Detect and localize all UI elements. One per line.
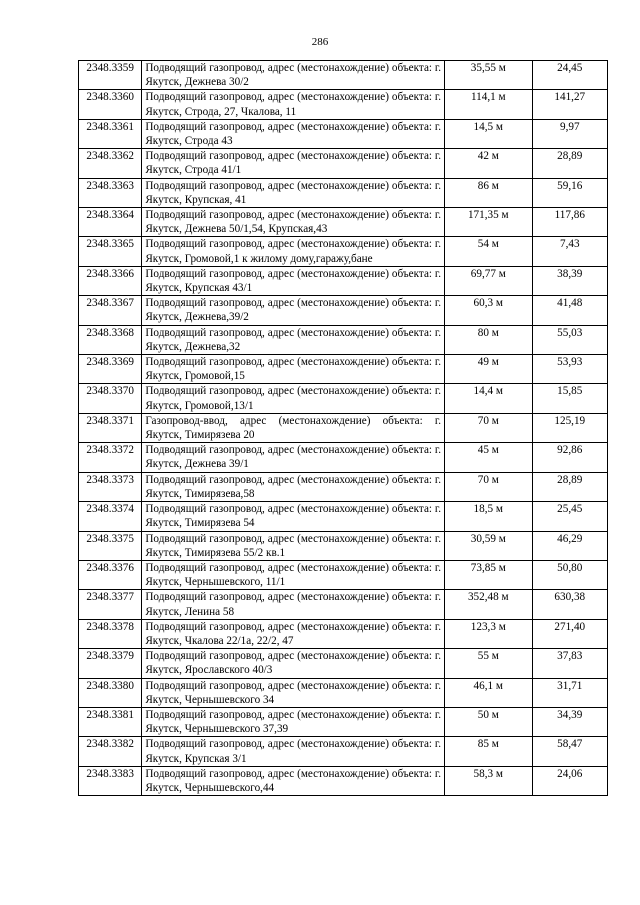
- row-description-cell: Подводящий газопровод, адрес (местонахождение) объекта: г. Якутск, Крупская 43/1: [142, 266, 445, 295]
- table-row: [79, 707, 608, 736]
- row-number-cell: 2348.3381: [79, 707, 142, 736]
- row-description-cell: Подводящий газопровод, адрес (местонахождение) объекта: г. Якутск, Чернышевского,44: [142, 766, 445, 795]
- row-number-cell: 2348.3382: [79, 737, 142, 766]
- row-description-cell: Подводящий газопровод, адрес (местонахождение) объекта: г. Якутск, Тимирязева 54: [142, 502, 445, 531]
- table-row: [79, 237, 608, 266]
- row-number-cell: 2348.3377: [79, 590, 142, 619]
- row-description-cell: Подводящий газопровод, адрес (местонахождение) объекта: г. Якутск, Тимирязева 55/2 кв.1: [142, 531, 445, 560]
- row-value-cell: 38,39: [532, 266, 607, 295]
- row-number-cell: 2348.3378: [79, 619, 142, 648]
- row-description-cell: Подводящий газопровод, адрес (местонахождение) объекта: г. Якутск, Крупская, 41: [142, 178, 445, 207]
- row-value-cell: 46,29: [532, 531, 607, 560]
- row-description-cell: Подводящий газопровод, адрес (местонахождение) объекта: г. Якутск, Громовой,1 к жилому дому,гаражу,бане: [142, 237, 445, 266]
- table-row: [79, 649, 608, 678]
- row-length-cell: 85 м: [445, 737, 532, 766]
- table-row: [79, 355, 608, 384]
- row-number-cell: 2348.3370: [79, 384, 142, 413]
- row-length-cell: 80 м: [445, 325, 532, 354]
- row-length-cell: 50 м: [445, 707, 532, 736]
- row-description-cell: Подводящий газопровод, адрес (местонахождение) объекта: г. Якутск, Чернышевского, 11/1: [142, 560, 445, 589]
- row-value-cell: 28,89: [532, 472, 607, 501]
- row-length-cell: 70 м: [445, 413, 532, 442]
- table-row: [79, 502, 608, 531]
- row-length-cell: 114,1 м: [445, 90, 532, 119]
- row-number-cell: 2348.3375: [79, 531, 142, 560]
- table-row: [79, 472, 608, 501]
- table-row: [79, 296, 608, 325]
- table-row: [79, 119, 608, 148]
- table-row: [79, 384, 608, 413]
- row-value-cell: 41,48: [532, 296, 607, 325]
- table-row: [79, 90, 608, 119]
- table-row: [79, 678, 608, 707]
- table-row: [79, 560, 608, 589]
- row-length-cell: 45 м: [445, 443, 532, 472]
- row-length-cell: 70 м: [445, 472, 532, 501]
- row-value-cell: 7,43: [532, 237, 607, 266]
- table-row: [79, 737, 608, 766]
- row-description-cell: Подводящий газопровод, адрес (местонахождение) объекта: г. Якутск, Крупская 3/1: [142, 737, 445, 766]
- table-row: [79, 149, 608, 178]
- row-value-cell: 24,06: [532, 766, 607, 795]
- registry-table: [78, 60, 608, 796]
- row-value-cell: 37,83: [532, 649, 607, 678]
- row-description-cell: Подводящий газопровод, адрес (местонахождение) объекта: г. Якутск, Громовой,15: [142, 355, 445, 384]
- table-row: [79, 443, 608, 472]
- row-length-cell: 14,5 м: [445, 119, 532, 148]
- row-number-cell: 2348.3369: [79, 355, 142, 384]
- row-value-cell: 25,45: [532, 502, 607, 531]
- table-row: [79, 178, 608, 207]
- row-description-cell: Подводящий газопровод, адрес (местонахождение) объекта: г. Якутск, Чкалова 22/1а, 22/2, 47: [142, 619, 445, 648]
- row-length-cell: 46,1 м: [445, 678, 532, 707]
- row-value-cell: 141,27: [532, 90, 607, 119]
- row-number-cell: 2348.3368: [79, 325, 142, 354]
- row-number-cell: 2348.3359: [79, 61, 142, 90]
- row-length-cell: 60,3 м: [445, 296, 532, 325]
- row-value-cell: 34,39: [532, 707, 607, 736]
- row-length-cell: 42 м: [445, 149, 532, 178]
- row-description-cell: Подводящий газопровод, адрес (местонахождение) объекта: г. Якутск, Дежнева 39/1: [142, 443, 445, 472]
- row-value-cell: 15,85: [532, 384, 607, 413]
- row-number-cell: 2348.3380: [79, 678, 142, 707]
- row-description-cell: Подводящий газопровод, адрес (местонахождение) объекта: г. Якутск, Тимирязева,58: [142, 472, 445, 501]
- row-length-cell: 58,3 м: [445, 766, 532, 795]
- row-description-cell: Подводящий газопровод, адрес (местонахождение) объекта: г. Якутск, Строда 41/1: [142, 149, 445, 178]
- row-number-cell: 2348.3364: [79, 208, 142, 237]
- row-value-cell: 59,16: [532, 178, 607, 207]
- table-row: [79, 208, 608, 237]
- row-description-cell: Газопровод-ввод, адрес (местонахождение) объекта: г. Якутск, Тимирязева 20: [142, 413, 445, 442]
- row-length-cell: 14,4 м: [445, 384, 532, 413]
- row-description-cell: Подводящий газопровод, адрес (местонахождение) объекта: г. Якутск, Дежнева,32: [142, 325, 445, 354]
- row-length-cell: 35,55 м: [445, 61, 532, 90]
- table-row: [79, 266, 608, 295]
- row-number-cell: 2348.3373: [79, 472, 142, 501]
- row-description-cell: Подводящий газопровод, адрес (местонахождение) объекта: г. Якутск, Чернышевского 37,39: [142, 707, 445, 736]
- table-row: [79, 619, 608, 648]
- registry-table-body: [79, 61, 608, 796]
- row-value-cell: 125,19: [532, 413, 607, 442]
- row-description-cell: Подводящий газопровод, адрес (местонахождение) объекта: г. Якутск, Дежнева 30/2: [142, 61, 445, 90]
- row-length-cell: 123,3 м: [445, 619, 532, 648]
- row-length-cell: 18,5 м: [445, 502, 532, 531]
- row-length-cell: 73,85 м: [445, 560, 532, 589]
- row-value-cell: 58,47: [532, 737, 607, 766]
- row-length-cell: 69,77 м: [445, 266, 532, 295]
- row-number-cell: 2348.3374: [79, 502, 142, 531]
- row-description-cell: Подводящий газопровод, адрес (местонахождение) объекта: г. Якутск, Ярославского 40/3: [142, 649, 445, 678]
- table-row: [79, 61, 608, 90]
- row-length-cell: 171,35 м: [445, 208, 532, 237]
- row-description-cell: Подводящий газопровод, адрес (местонахождение) объекта: г. Якутск, Строда 43: [142, 119, 445, 148]
- row-length-cell: 352,48 м: [445, 590, 532, 619]
- table-row: [79, 531, 608, 560]
- table-row: [79, 590, 608, 619]
- row-number-cell: 2348.3371: [79, 413, 142, 442]
- row-number-cell: 2348.3383: [79, 766, 142, 795]
- row-number-cell: 2348.3363: [79, 178, 142, 207]
- row-value-cell: 55,03: [532, 325, 607, 354]
- row-number-cell: 2348.3365: [79, 237, 142, 266]
- row-length-cell: 86 м: [445, 178, 532, 207]
- table-row: [79, 413, 608, 442]
- row-value-cell: 117,86: [532, 208, 607, 237]
- row-value-cell: 9,97: [532, 119, 607, 148]
- row-value-cell: 24,45: [532, 61, 607, 90]
- table-row: [79, 325, 608, 354]
- row-number-cell: 2348.3362: [79, 149, 142, 178]
- row-length-cell: 49 м: [445, 355, 532, 384]
- row-number-cell: 2348.3379: [79, 649, 142, 678]
- row-number-cell: 2348.3376: [79, 560, 142, 589]
- row-number-cell: 2348.3366: [79, 266, 142, 295]
- row-value-cell: 53,93: [532, 355, 607, 384]
- row-description-cell: Подводящий газопровод, адрес (местонахождение) объекта: г. Якутск, Дежнева 50/1,54, Крупская,43: [142, 208, 445, 237]
- table-row: [79, 766, 608, 795]
- row-number-cell: 2348.3361: [79, 119, 142, 148]
- row-description-cell: Подводящий газопровод, адрес (местонахождение) объекта: г. Якутск, Громовой,13/1: [142, 384, 445, 413]
- row-value-cell: 271,40: [532, 619, 607, 648]
- row-description-cell: Подводящий газопровод, адрес (местонахождение) объекта: г. Якутск, Чернышевского 34: [142, 678, 445, 707]
- row-value-cell: 31,71: [532, 678, 607, 707]
- row-value-cell: 630,38: [532, 590, 607, 619]
- row-number-cell: 2348.3367: [79, 296, 142, 325]
- row-length-cell: 54 м: [445, 237, 532, 266]
- row-description-cell: Подводящий газопровод, адрес (местонахождение) объекта: г. Якутск, Ленина 58: [142, 590, 445, 619]
- row-value-cell: 28,89: [532, 149, 607, 178]
- row-number-cell: 2348.3360: [79, 90, 142, 119]
- row-description-cell: Подводящий газопровод, адрес (местонахождение) объекта: г. Якутск, Строда, 27, Чкалова, 11: [142, 90, 445, 119]
- row-value-cell: 50,80: [532, 560, 607, 589]
- row-value-cell: 92,86: [532, 443, 607, 472]
- row-length-cell: 30,59 м: [445, 531, 532, 560]
- row-length-cell: 55 м: [445, 649, 532, 678]
- page-number: 286: [311, 36, 329, 48]
- row-number-cell: 2348.3372: [79, 443, 142, 472]
- row-description-cell: Подводящий газопровод, адрес (местонахождение) объекта: г. Якутск, Дежнева,39/2: [142, 296, 445, 325]
